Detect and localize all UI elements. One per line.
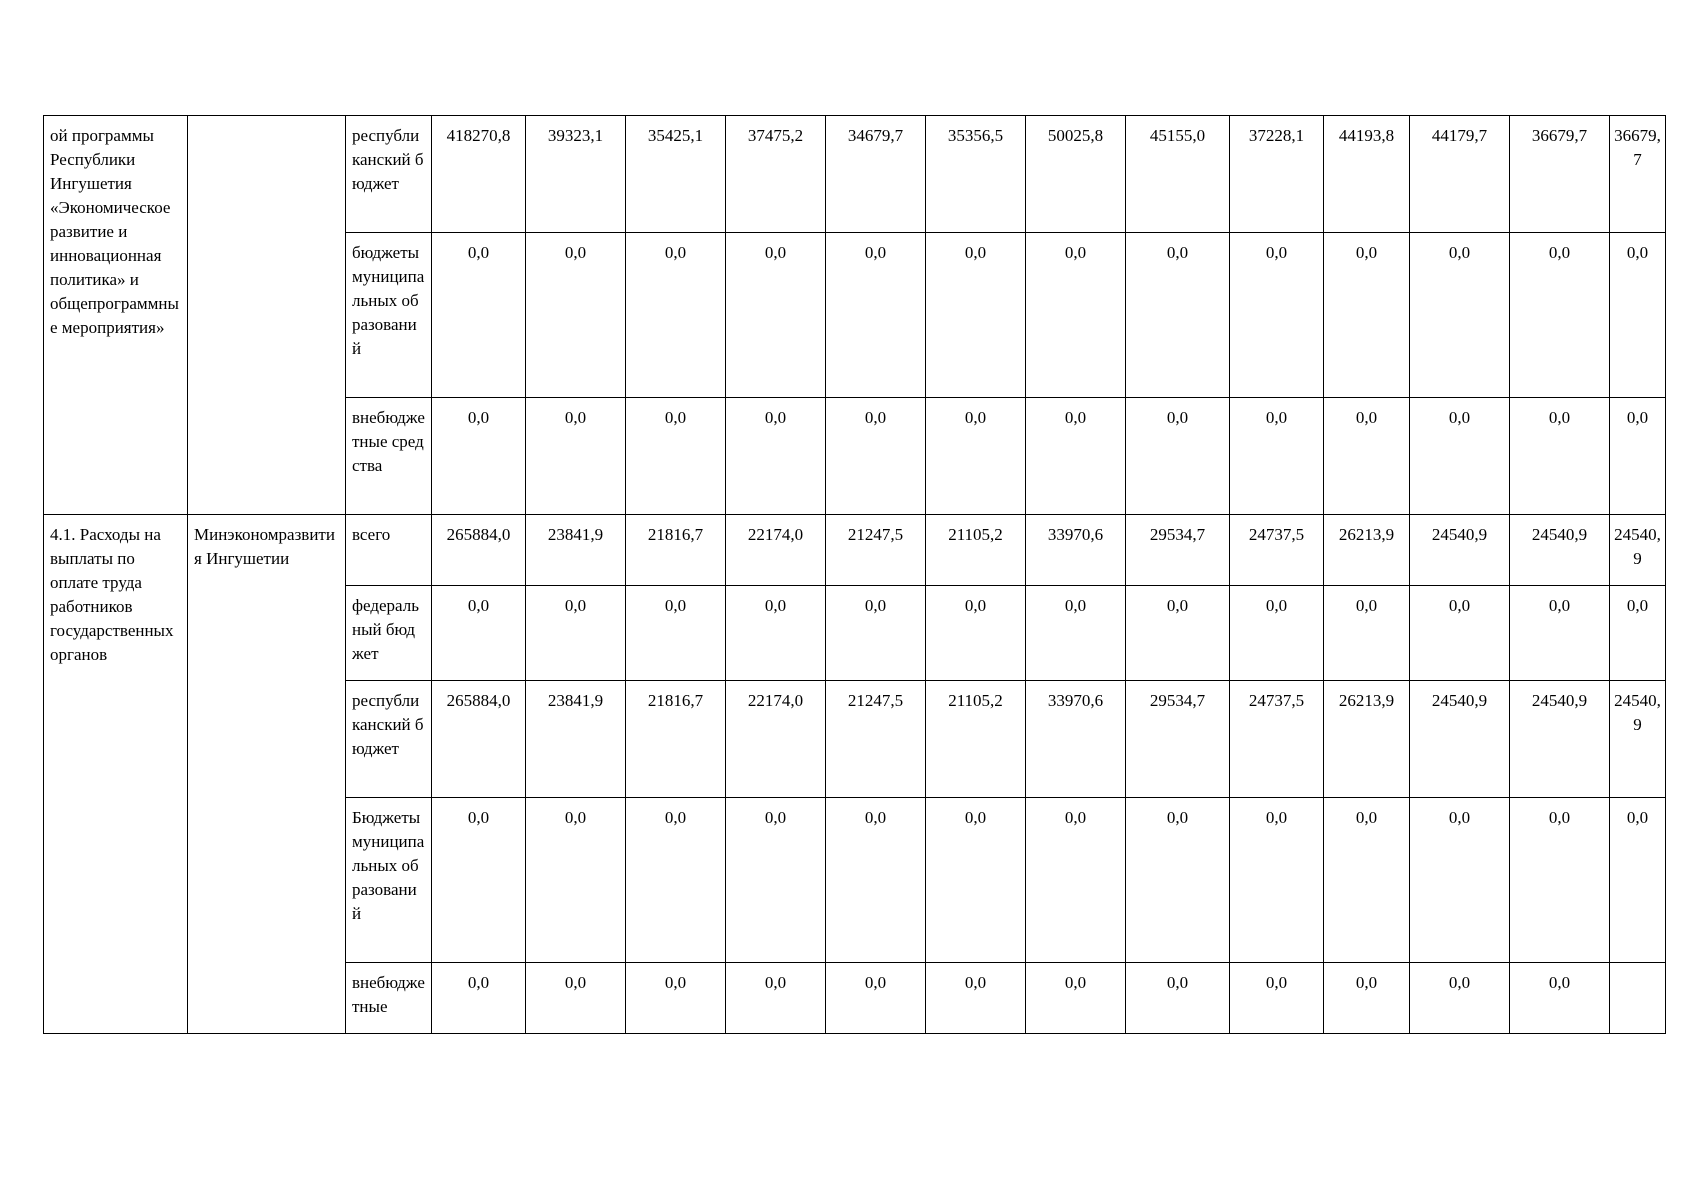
value-cell: 0,0: [926, 586, 1026, 681]
value-cell: 0,0: [1410, 398, 1510, 515]
value-cell: 0,0: [1026, 398, 1126, 515]
value-cell: 0,0: [526, 963, 626, 1034]
value-cell: 0,0: [726, 963, 826, 1034]
value-cell: 0,0: [526, 586, 626, 681]
value-cell: 0,0: [826, 798, 926, 963]
value-cell: 39323,1: [526, 116, 626, 233]
value-cell: 0,0: [432, 233, 526, 398]
value-cell: 0,0: [1126, 233, 1230, 398]
value-cell: 0,0: [926, 233, 1026, 398]
value-cell: 24540,9: [1510, 681, 1610, 798]
value-cell: 24540,9: [1610, 515, 1666, 586]
value-cell: 0,0: [1610, 233, 1666, 398]
value-cell: 0,0: [1610, 586, 1666, 681]
value-cell: 0,0: [626, 233, 726, 398]
value-cell: 33970,6: [1026, 515, 1126, 586]
value-cell: 0,0: [1230, 398, 1324, 515]
value-cell: 0,0: [526, 798, 626, 963]
value-cell: 0,0: [1410, 798, 1510, 963]
value-cell: 0,0: [1510, 398, 1610, 515]
budget-table: [43, 115, 1666, 1034]
value-cell: 37228,1: [1230, 116, 1324, 233]
value-cell: 0,0: [1610, 798, 1666, 963]
program-name-cell: [44, 515, 188, 1034]
value-cell: 0,0: [1126, 586, 1230, 681]
value-cell: 0,0: [826, 963, 926, 1034]
funding-source-cell: республиканский бюджет: [346, 681, 432, 798]
value-cell: 21105,2: [926, 681, 1026, 798]
value-cell: 0,0: [1230, 233, 1324, 398]
value-cell: 0,0: [432, 798, 526, 963]
value-cell: 22174,0: [726, 515, 826, 586]
value-cell: 0,0: [1230, 963, 1324, 1034]
value-cell: 24737,5: [1230, 681, 1324, 798]
value-cell: 0,0: [1510, 963, 1610, 1034]
value-cell: 0,0: [1410, 963, 1510, 1034]
value-cell: 35356,5: [926, 116, 1026, 233]
value-cell: 0,0: [926, 398, 1026, 515]
table-row: [44, 515, 1666, 586]
value-cell: 21247,5: [826, 515, 926, 586]
value-cell: 50025,8: [1026, 116, 1126, 233]
value-cell: 24540,9: [1610, 681, 1666, 798]
value-cell: 0,0: [626, 798, 726, 963]
value-cell: 0,0: [1126, 398, 1230, 515]
value-cell: 0,0: [1126, 798, 1230, 963]
value-cell: 0,0: [826, 233, 926, 398]
value-cell: 0,0: [1410, 233, 1510, 398]
value-cell: [1610, 963, 1666, 1034]
value-cell: 22174,0: [726, 681, 826, 798]
value-cell: 0,0: [526, 398, 626, 515]
value-cell: 0,0: [1324, 398, 1410, 515]
value-cell: 33970,6: [1026, 681, 1126, 798]
value-cell: 45155,0: [1126, 116, 1230, 233]
value-cell: 0,0: [1026, 798, 1126, 963]
value-cell: 26213,9: [1324, 515, 1410, 586]
value-cell: 0,0: [726, 233, 826, 398]
funding-source-cell: федеральный бюджет: [346, 586, 432, 681]
value-cell: 0,0: [1324, 798, 1410, 963]
value-cell: 0,0: [1324, 963, 1410, 1034]
funding-source-cell: республиканский бюджет: [346, 116, 432, 233]
executor-cell: [188, 116, 346, 515]
value-cell: 23841,9: [526, 681, 626, 798]
value-cell: 0,0: [926, 963, 1026, 1034]
value-cell: 21247,5: [826, 681, 926, 798]
value-cell: 26213,9: [1324, 681, 1410, 798]
value-cell: 0,0: [726, 586, 826, 681]
value-cell: 0,0: [1026, 586, 1126, 681]
value-cell: 0,0: [626, 398, 726, 515]
value-cell: 0,0: [1324, 586, 1410, 681]
value-cell: 34679,7: [826, 116, 926, 233]
table-row: [44, 116, 1666, 233]
value-cell: 24540,9: [1410, 681, 1510, 798]
value-cell: 0,0: [1510, 586, 1610, 681]
value-cell: 0,0: [1510, 233, 1610, 398]
value-cell: 24540,9: [1510, 515, 1610, 586]
value-cell: 29534,7: [1126, 681, 1230, 798]
funding-source-cell: Бюджеты муниципальных образований: [346, 798, 432, 963]
funding-source-cell: внебюджетные: [346, 963, 432, 1034]
value-cell: 44179,7: [1410, 116, 1510, 233]
value-cell: 0,0: [826, 586, 926, 681]
value-cell: 0,0: [826, 398, 926, 515]
value-cell: 0,0: [1610, 398, 1666, 515]
value-cell: 0,0: [432, 586, 526, 681]
value-cell: 418270,8: [432, 116, 526, 233]
program-name-cell: [44, 116, 188, 515]
value-cell: 21816,7: [626, 515, 726, 586]
value-cell: 23841,9: [526, 515, 626, 586]
value-cell: 0,0: [726, 398, 826, 515]
value-cell: 0,0: [1126, 963, 1230, 1034]
value-cell: 37475,2: [726, 116, 826, 233]
value-cell: 0,0: [1230, 586, 1324, 681]
value-cell: 29534,7: [1126, 515, 1230, 586]
value-cell: 0,0: [626, 963, 726, 1034]
value-cell: 0,0: [626, 586, 726, 681]
funding-source-cell: бюджеты муниципальных образований: [346, 233, 432, 398]
value-cell: 265884,0: [432, 681, 526, 798]
value-cell: 24737,5: [1230, 515, 1324, 586]
program-name: 4.1. Расходы на выплаты по оплате труда работников государственных органов: [50, 525, 174, 664]
value-cell: 36679,7: [1510, 116, 1610, 233]
value-cell: 0,0: [1324, 233, 1410, 398]
value-cell: 0,0: [1230, 798, 1324, 963]
value-cell: 35425,1: [626, 116, 726, 233]
value-cell: 0,0: [1026, 963, 1126, 1034]
value-cell: 0,0: [526, 233, 626, 398]
value-cell: 0,0: [1510, 798, 1610, 963]
program-name: ой программы Республики Ингушетия «Экономическое развитие и инновационная политика» и общепрограммные мероприятия»: [50, 126, 179, 337]
value-cell: 0,0: [432, 398, 526, 515]
executor-name: Минэкономразвития Ингушетии: [194, 525, 335, 568]
funding-source-cell: внебюджетные средства: [346, 398, 432, 515]
value-cell: 0,0: [1026, 233, 1126, 398]
value-cell: 0,0: [726, 798, 826, 963]
value-cell: 21105,2: [926, 515, 1026, 586]
executor-cell: [188, 515, 346, 1034]
value-cell: 36679,7: [1610, 116, 1666, 233]
value-cell: 21816,7: [626, 681, 726, 798]
value-cell: 0,0: [926, 798, 1026, 963]
value-cell: 44193,8: [1324, 116, 1410, 233]
value-cell: 0,0: [1410, 586, 1510, 681]
value-cell: 0,0: [432, 963, 526, 1034]
value-cell: 265884,0: [432, 515, 526, 586]
value-cell: 24540,9: [1410, 515, 1510, 586]
funding-source-cell: всего: [346, 515, 432, 586]
